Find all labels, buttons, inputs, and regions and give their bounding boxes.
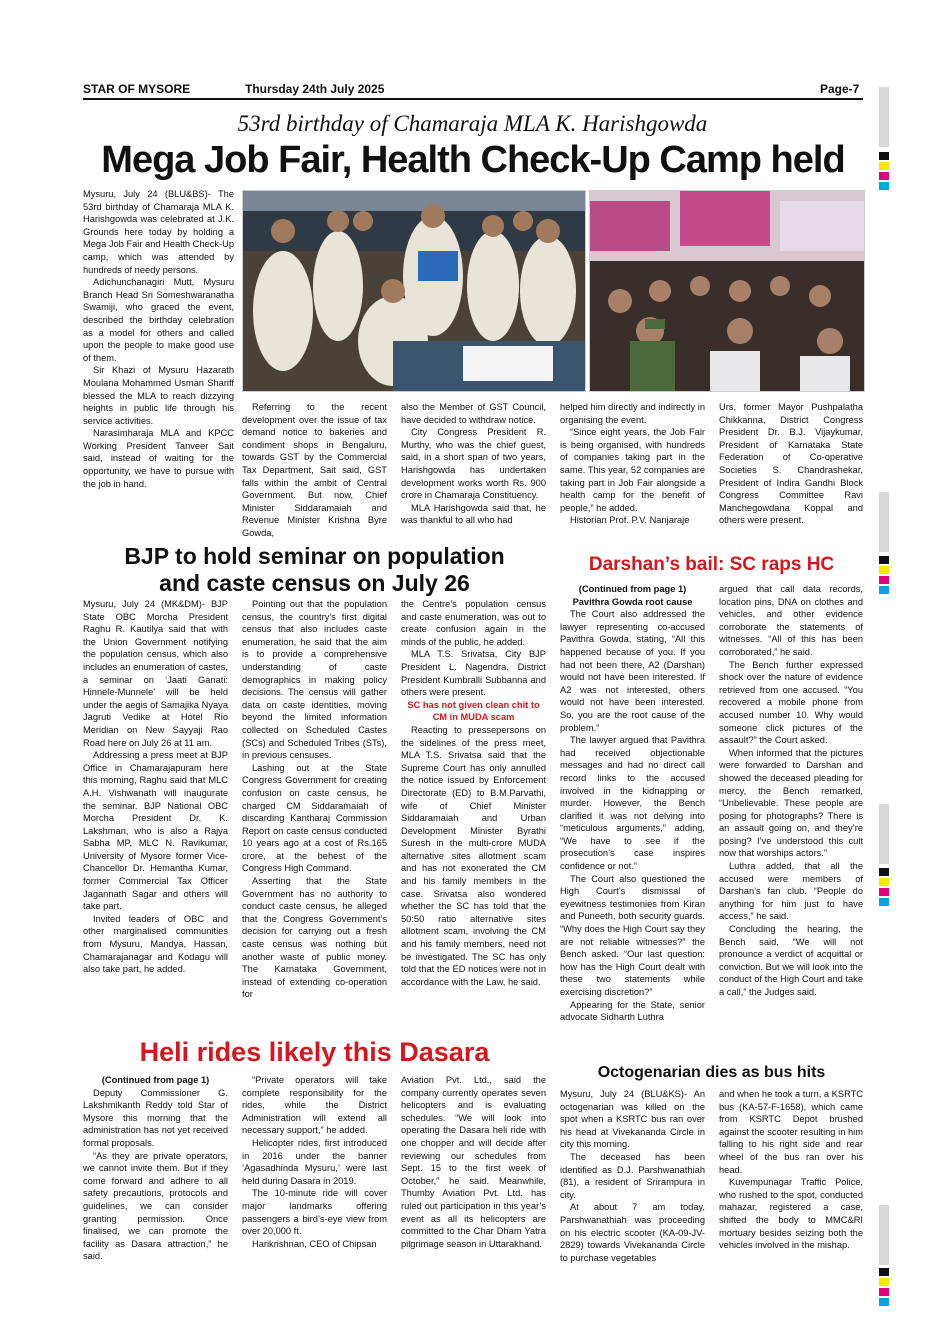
article2-column-3 bbox=[401, 598, 546, 988]
paragraph: City Congress President R. Murthy, who was the chief guest, said, in a short span of two years, Harishgowda has undertaken development works worth Rs. 900 crore in Chamaraja Constituency. bbox=[401, 427, 546, 501]
paragraph: The deceased has been identified as D.J. Parshwanathiah (81), a resident of Srirampura in city. bbox=[560, 1151, 705, 1200]
registration-black-mark bbox=[879, 1268, 889, 1276]
paragraph: Mysuru, July 24 (BLU&BS)- The 53rd birthday of Chamaraja MLA K. Harishgowda was celebrated at J.K. Grounds here today by holding a Mega Job Fair and Health Check-Up camp, which was attended by hundreds of needy persons. bbox=[83, 189, 234, 275]
paragraph: The Court also addressed the lawyer representing co-accused Pavithra Gowda, stating, “All this happened because of you. If you had not been there, A2 (Darshan) would not have been interested. If A2 was not interested, others would not have been interested. So, you are the root cause of the problem.” bbox=[560, 609, 705, 733]
continued-note: (Continued from page 1) bbox=[101, 1075, 210, 1085]
article5-column-2 bbox=[719, 1088, 863, 1252]
header-rule bbox=[83, 98, 863, 100]
paragraph: also the Member of GST Council, have decided to withdraw notice. bbox=[401, 402, 546, 425]
paragraph: Deputy Commissioner G. Lakshmikanth Reddy told Star of Mysore this morning that the administration has not yet received formal proposals. bbox=[83, 1087, 228, 1148]
article4-column-1 bbox=[83, 1074, 228, 1263]
paragraph: Lashing out at the State Congress Government for creating confusion on caste census, he charged CM Siddaramaiah of discarding Kantharaj Commission Report on caste census conducted 10 years ago at a cost of Rs.165 crore, at the behest of the Congress High Command. bbox=[242, 762, 387, 874]
print-grey-bar bbox=[879, 492, 889, 552]
registration-cyan-mark bbox=[879, 182, 889, 190]
paragraph: Mysuru, July 24 (BLU&KS)- An octogenarian was killed on the spot when a KSRTC bus ran over his head at Vivekananda Circle in city this morning. bbox=[560, 1089, 705, 1150]
registration-black-mark bbox=[879, 152, 889, 160]
paragraph: MLA Harishgowda said that, he was thankful to all who had bbox=[401, 502, 546, 526]
article3-column-1 bbox=[560, 583, 705, 1024]
registration-black-mark bbox=[879, 868, 889, 876]
paragraph: The Bench further expressed shock over the nature of evidence retrieved from one accused. “You recovered a mobile phone from accused number 10. Why would someone click pictures of the assault?” the Court asked. bbox=[719, 659, 863, 746]
print-grey-bar bbox=[879, 804, 889, 864]
paragraph: Invited leaders of OBC and other marginalised communities from Mysuru, Mandya, Hassan, Chamarajanagar and Kodagu will also take part, he added. bbox=[83, 913, 228, 975]
event-photo-dignitaries bbox=[242, 190, 586, 392]
paragraph: Historian Prof. P.V. Nanjaraje bbox=[570, 515, 690, 526]
paragraph: Appearing for the State, senior advocate Sidharth Luthra bbox=[560, 999, 705, 1023]
paragraph: When informed that the pictures were forwarded to Darshan and showed the deceased pleading for mercy, the Bench remarked, “Unbelievable. These people are posing for photographs? There is an assault going on, and they’re posing? I’ve understood this cult now that worships actors.” bbox=[719, 747, 863, 859]
article1-column-1 bbox=[83, 188, 234, 490]
article1-column-5 bbox=[719, 401, 863, 527]
paragraph: The lawyer argued that Pavithra had received objectionable messages and had no direct call record links to the accused involved in the kidnapping or murder. However, the Bench clarified it was not delving into “meticulous arguments,” adding, “We have to see if the prosecution’s case inspires confidence or not.” bbox=[560, 735, 705, 872]
paragraph: Referring to the recent development over the issue of tax demand notice to bakeries and condiment shops in Bengaluru, towards GST by the Commercial Tax Department, Sait said, GST falls within the ambit of Central Government. But now, Chief Minister Siddaramaiah and Revenue Minister Krishna Byre Gowda, bbox=[242, 402, 387, 538]
paragraph: The Court also questioned the High Court’s dismissal of eyewitness testimonies from Kiran and Puneeth, both security guards. “Why does the High Court say they are not reliable witnesses?” the Bench asked. “Our last question: how has the High Court dealt with these two statements while exercising discretion?” bbox=[560, 873, 705, 997]
article2-subhead: SC has not given clean chit to CM in MUDA scam bbox=[407, 699, 540, 723]
registration-magenta-mark bbox=[879, 172, 889, 180]
paragraph: Kuvempunagar Traffic Police, who rushed to the spot, conducted mahazar, registered a case, shifted the body to MMC&RI mortuary besides seizing both the vehicles involved in the mishap. bbox=[719, 1177, 863, 1251]
article1-kicker: 53rd birthday of Chamaraja MLA K. Harishgowda bbox=[237, 111, 708, 136]
paragraph: Harikrishnan, CEO of Chipsan bbox=[252, 1238, 377, 1249]
event-photo-crowd bbox=[589, 190, 865, 392]
registration-yellow-mark bbox=[879, 566, 889, 574]
registration-magenta-mark bbox=[879, 888, 889, 896]
article2-column-1 bbox=[83, 598, 228, 976]
paragraph: At about 7 am today, Parshwanathiah was proceeding on his electric scooter (KA-09-JV-2829) towards Vivekananda Circle to purchase vegetables bbox=[560, 1202, 705, 1263]
paragraph: Concluding the hearing, the Bench said, “We will not pronounce a verdict of acquittal or conviction. But we will look into the conduct of the High Court and take a call,” the Judges said. bbox=[719, 924, 863, 997]
article3-subhead: Pavithra Gowda root cause bbox=[572, 596, 693, 607]
registration-cyan-mark bbox=[879, 586, 889, 594]
article2-headline-line2: and caste census on July 26 bbox=[159, 570, 470, 596]
article1-column-2 bbox=[242, 401, 387, 540]
registration-black-mark bbox=[879, 556, 889, 564]
registration-magenta-mark bbox=[879, 1288, 889, 1296]
article1-headline: Mega Job Fair, Health Check-Up Camp held bbox=[101, 139, 845, 181]
print-grey-bar bbox=[879, 87, 889, 147]
continued-note: (Continued from page 1) bbox=[578, 584, 687, 594]
paragraph: the Centre’s population census and caste enumeration, was out to create confusion again in the minds of the public, he added. bbox=[401, 599, 546, 647]
registration-yellow-mark bbox=[879, 162, 889, 170]
paragraph: Sir Khazi of Mysuru Hazarath Moulana Mohammed Usman Shariff blessed the MLA to reach dizzying heights in public life through his service activities. bbox=[83, 365, 234, 426]
print-grey-bar bbox=[879, 1205, 889, 1265]
paragraph: Adichunchanagiri Mutt, Mysuru Branch Head Sri Someshwaranatha Swamiji, who graced the event, described the birthday celebration as a model for others and called upon the people to make good use of them. bbox=[83, 277, 234, 363]
paragraph: “Private operators will take complete responsibility for the rides, while the District Administration will extend all necessary support,” he added. bbox=[242, 1075, 387, 1136]
paragraph: MLA T.S. Srivatsa, City BJP President L. Nagendra, District President Kumbralli Subbanna and others were present. bbox=[401, 649, 546, 698]
registration-yellow-mark bbox=[879, 1278, 889, 1286]
paragraph: Reacting to pressepersons on the sidelines of the press meet, MLA T.S. Srivatsa said that the Supreme Court has only annulled the notice issued by Enforcement Directorate (ED) to B.M.Parvathi, wife of Chief Minister Siddaramaiah and Urban Development Minister Byrathi Suresh in the multi-crore MUDA alternative sites allotment scam and has not exonerated the CM and his family members in the case. Srivatsa also wondered whether the SC has told that the 50:50 ratio alternative sites allotment scam, involving the CM and his family members, need not be investigated. The SC has only told that the ED notices were not in accordance with the Law, he said. bbox=[401, 724, 546, 987]
article4-column-2 bbox=[242, 1074, 387, 1250]
registration-yellow-mark bbox=[879, 878, 889, 886]
paragraph: Mysuru, July 24 (MK&DM)- BJP State OBC Morcha President Raghu R. Kautilya said that with the Union Government notifying the population census, which also includes an enumeration of castes, a seminar on ‘Jaati Ganati: Hinnele-Munnele’ will be held under the aegis of Samajika Nyaya Jagruti Vedike at Hotel Rio Meridian on New Sayyaji Rao Road here on July 26 at 11 am. bbox=[83, 599, 228, 748]
article1-column-4 bbox=[560, 401, 705, 527]
registration-cyan-mark bbox=[879, 1298, 889, 1306]
paragraph: “Since eight years, the Job Fair is being organised, with hundreds of companies taking part in the same. This year, 52 companies are taking part in Job Fair alongside a health camp for the benefit of people,” he added. bbox=[560, 427, 705, 513]
issue-date: Thursday 24th July 2025 bbox=[245, 82, 385, 96]
paragraph: helped him directly and indirectly in organising the event. bbox=[560, 402, 705, 425]
paragraph: argued that call data records, location pins, DNA on clothes and vehicles, and other evidence corroborate the statements of witnesses. “All of this has been corroborated,” he said. bbox=[719, 584, 863, 657]
paragraph: The 10-minute ride will cover major landmarks offering passengers a bird’s-eye view from over 20,000 ft. bbox=[242, 1188, 387, 1237]
article5-column-1 bbox=[560, 1088, 705, 1264]
article2-column-2 bbox=[242, 598, 387, 1001]
registration-magenta-mark bbox=[879, 576, 889, 584]
article4-headline: Heli rides likely this Dasara bbox=[139, 1037, 490, 1067]
paragraph: and when he took a turn, a KSRTC bus (KA-57-F-1658), which came from KSRTC Depot brushed against the scooter resulting in him falling to his right side and rear wheel of the bus ran over his head. bbox=[719, 1089, 864, 1175]
paragraph: Aviation Pvt. Ltd., said the company currently operates seven helicopters and is evaluating schedules. “We will look into operating the Dasara heli ride with one chopper and will decide after reviewing our schedules from Sept. 15 to the first week of October,” he said. Meanwhile, Thumby Aviation Pvt. Ltd. has ruled out participation in this year’s event as all its helicopters are committed to the Char Dham Yatra pilgrimage season in Uttarakhand. bbox=[401, 1075, 546, 1249]
page-number: Page-7 bbox=[820, 82, 860, 96]
paragraph: Narasimharaja MLA and KPCC Working President Tanveer Sait said, instead of waiting for the opportunity, we have to pursue with the job in hand. bbox=[83, 428, 234, 489]
article3-headline: Darshan’s bail: SC raps HC bbox=[588, 554, 835, 575]
paragraph: Urs, former Mayor Pushpalatha Chikkanna, District Congress President Dr. B.J. Vijaykumar, President of Karnataka State Federation of Co-operative Societies S. Chandrashekar, President of Indira Gandhi Block Congress Committee Ravi Manchegowdana Koppal and others were present. bbox=[719, 402, 863, 526]
publication-name: STAR OF MYSORE bbox=[83, 82, 191, 96]
paragraph: Addressing a press meet at BJP Office in Chamarajapuram here this morning, Raghu said that MLC A.H. Vishwanath will inaugurate the seminar. BJP National OBC Morcha President Dr. K. Lakshman, who is also a Rajya Sabha MP, MLC N. Ravikumar, University of Mysore former Vice-Chancellor Dr. Hemantha Kumar, former Commercial Tax Officer Jagannath Sagar and others will take part. bbox=[83, 750, 228, 912]
article4-column-3 bbox=[401, 1074, 546, 1250]
registration-cyan-mark bbox=[879, 898, 889, 906]
article2-headline-line1: BJP to hold seminar on population bbox=[124, 543, 505, 569]
article5-headline: Octogenarian dies as bus hits bbox=[597, 1064, 826, 1081]
article2-headline bbox=[83, 543, 546, 597]
paragraph: Asserting that the State Government has no authority to conduct caste census, he alleged that the Congress Government’s decision for carrying out a fresh caste census was nothing but another waste of public money. The Karnataka Government, instead of extending co-operation for bbox=[242, 876, 387, 1000]
paragraph: Pointing out that the population census, the country's first digital census that also includes caste enumeration, he said that the aim is to provide a comprehensive understanding of caste demographics in making policy decisions. The census will gather data on caste identities, moving beyond the limited information collected on Scheduled Castes (SCs) and Scheduled Tribes (STs), in previous censuses. bbox=[242, 599, 387, 761]
paragraph: Helicopter rides, first introduced in 2016 under the banner ‘Agasadhinda Mysuru,’ were last held during Dasara in 2019. bbox=[242, 1137, 387, 1186]
article1-column-3 bbox=[401, 401, 546, 527]
article3-column-2 bbox=[719, 583, 863, 999]
paragraph: Luthra added, that all the accused were members of Darshan’s fan club. “People do anything for him just to have access,” he said. bbox=[719, 861, 863, 922]
paragraph: “As they are private operators, we cannot invite them. But if they come forward and adhere to all safety precautions, protocols and guidelines, we can consider granting permission. Once finalised, we can promote the facility as Dasara attraction,” he said. bbox=[83, 1150, 228, 1262]
